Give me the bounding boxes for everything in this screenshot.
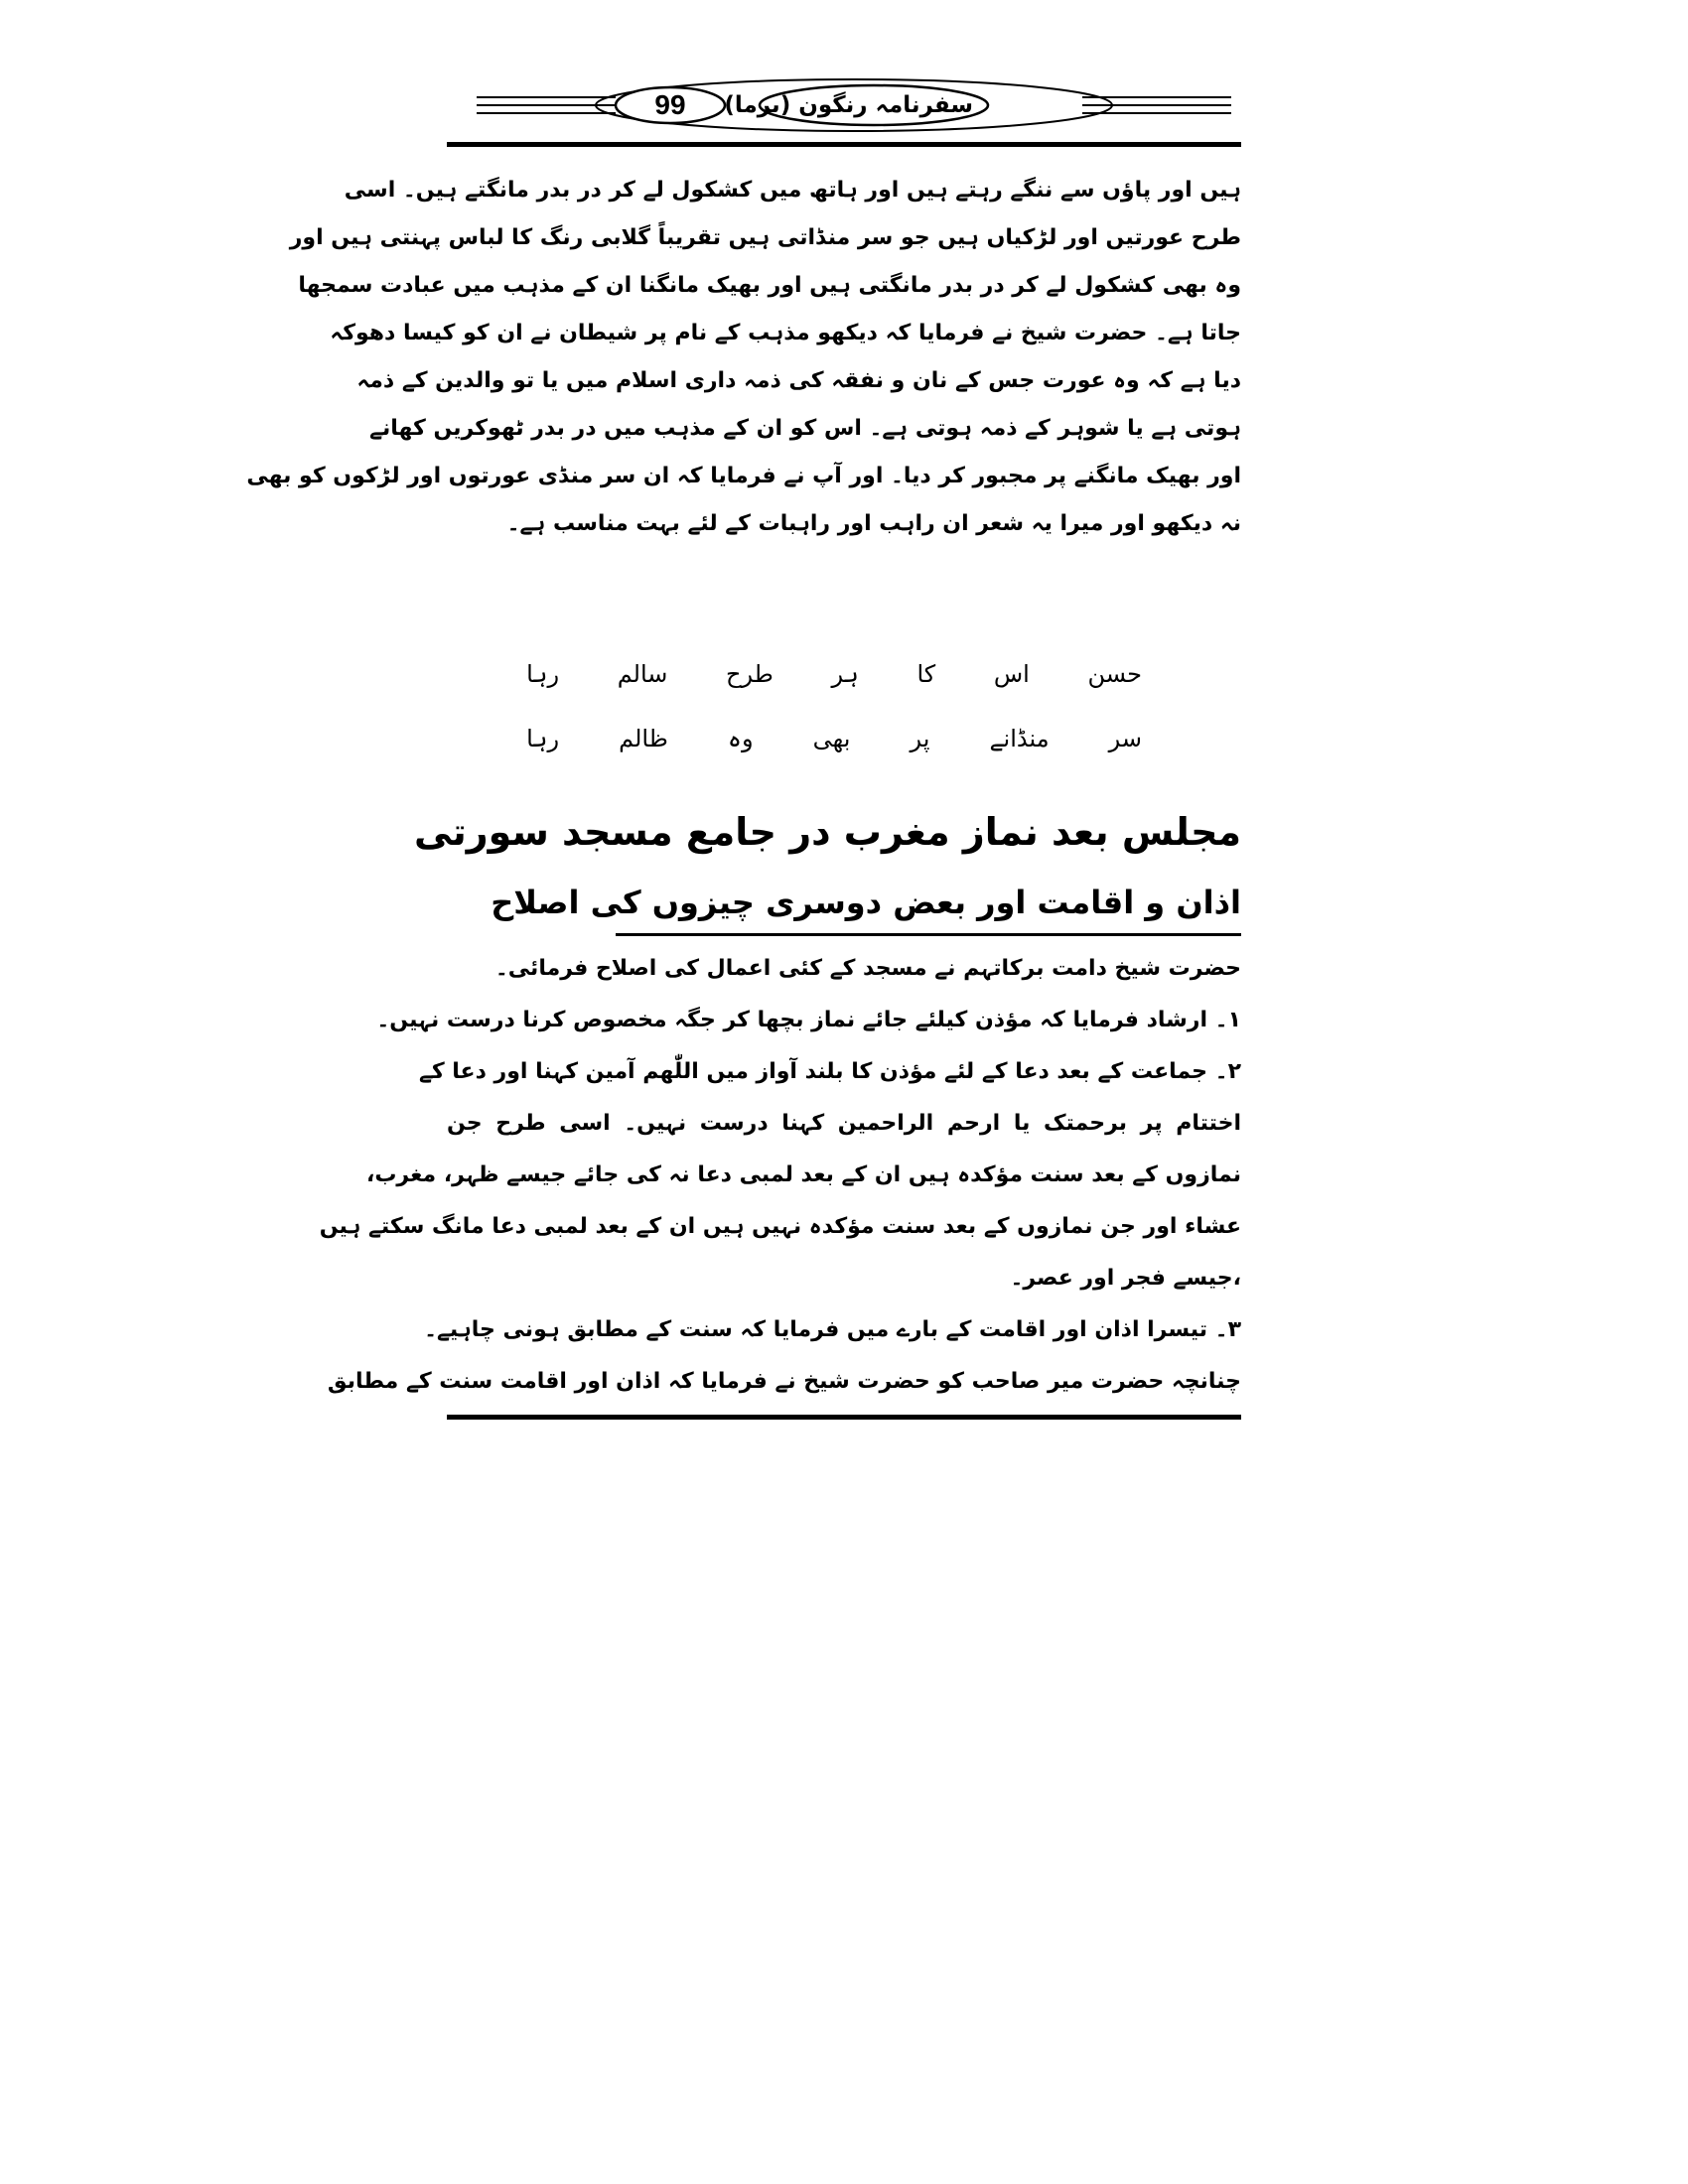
page-number: 99 <box>654 89 686 120</box>
header-rule <box>447 142 1241 147</box>
text-line: اور بھیک مانگنے پر مجبور کر دیا۔ اور آپ نے فرمایا کہ ان سر منڈی عورتوں اور لڑکوں کو بھی <box>246 464 1241 488</box>
section-subheading: اذان و اقامت اور بعض دوسری چیزوں کی اصلاح <box>491 884 1241 921</box>
text-line: نمازوں کے بعد سنت مؤکدہ ہیں ان کے بعد لمبی دعا نہ کی جائے جیسے ظہر، مغرب، <box>365 1162 1241 1187</box>
text-line: ۲۔ جماعت کے بعد دعا کے لئے مؤذن کا بلند آواز میں اللّٰھم آمین کہنا اور دعا کے <box>418 1059 1241 1084</box>
verse-word: طرح <box>726 660 774 688</box>
text-line: چنانچہ حضرت میر صاحب کو حضرت شیخ نے فرمایا کہ اذان اور اقامت سنت کے مطابق <box>327 1369 1241 1394</box>
text-line: ۱۔ ارشاد فرمایا کہ مؤذن کیلئے جائے نماز بچھا کر جگہ مخصوص کرنا درست نہیں۔ <box>376 1008 1241 1032</box>
text-line: نہ دیکھو اور میرا یہ شعر ان راہب اور راہبات کے لئے بہت مناسب ہے۔ <box>506 511 1241 536</box>
verse-word: وہ <box>727 725 754 752</box>
verse-word: پر <box>910 725 930 752</box>
verse-word: سالم <box>617 660 668 688</box>
verse-word: ظالم <box>619 725 668 752</box>
verse-word: ہر <box>831 660 859 688</box>
text-line: ۳۔ تیسرا اذان اور اقامت کے بارے میں فرمایا کہ سنت کے مطابق ہونی چاہیے۔ <box>424 1317 1241 1342</box>
text-line: حضرت شیخ دامت برکاتہم نے مسجد کے کئی اعمال کی اصلاح فرمائی۔ <box>494 956 1241 981</box>
text-line: ،جیسے فجر اور عصر۔ <box>1010 1266 1241 1291</box>
text-line: وہ بھی کشکول لے کر در بدر مانگتی ہیں اور بھیک مانگنا ان کے مذہب میں عبادت سمجھا <box>298 273 1241 298</box>
verse-2 <box>526 715 1142 762</box>
text-line: طرح عورتیں اور لڑکیاں ہیں جو سر منڈاتی ہیں تقریباً گلابی رنگ کا لباس پہنتی ہیں اور <box>289 225 1241 250</box>
page-header <box>447 79 1241 149</box>
verse-word: اس <box>993 660 1030 688</box>
verse-word: بھی <box>812 725 851 752</box>
text-line: ہیں اور پاؤں سے ننگے رہتے ہیں اور ہاتھ میں کشکول لے کر در بدر مانگتے ہیں۔ اسی <box>344 178 1241 203</box>
verse-word: کا <box>916 660 936 688</box>
text-line: ہوتی ہے یا شوہر کے ذمہ ہوتی ہے۔ اس کو ان کے مذہب میں در بدر ٹھوکریں کھانے <box>369 416 1241 441</box>
text-line: دیا ہے کہ وہ عورت جس کے نان و نفقہ کی ذمہ داری اسلام میں یا تو والدین کے ذمہ <box>356 368 1241 393</box>
text-line: اختتام پر برحمتک یا ارحم الراحمین کہنا درست نہیں۔ اسی طرح جن <box>447 1111 1241 1136</box>
page-column <box>246 79 1241 1549</box>
running-title: سفرنامہ رنگون (برما) <box>724 92 973 118</box>
verse-1 <box>526 650 1142 698</box>
verse-word: سر <box>1108 725 1142 752</box>
verse-word: منڈانے <box>989 725 1050 752</box>
verse-word: حسن <box>1087 660 1142 688</box>
text-line: جاتا ہے۔ حضرت شیخ نے فرمایا کہ دیکھو مذہب کے نام پر شیطان نے ان کو کیسا دھوکہ <box>330 321 1241 345</box>
section-heading: مجلس بعد نماز مغرب در جامع مسجد سورتی <box>414 810 1241 854</box>
verse-word: رہا <box>526 660 560 688</box>
subheading-underline <box>616 933 1241 936</box>
verse-word: رہا <box>526 725 560 752</box>
text-line: عشاء اور جن نمازوں کے بعد سنت مؤکدہ نہیں ہیں ان کے بعد لمبی دعا مانگ سکتے ہیں <box>319 1214 1241 1239</box>
footer-rule <box>447 1415 1241 1420</box>
